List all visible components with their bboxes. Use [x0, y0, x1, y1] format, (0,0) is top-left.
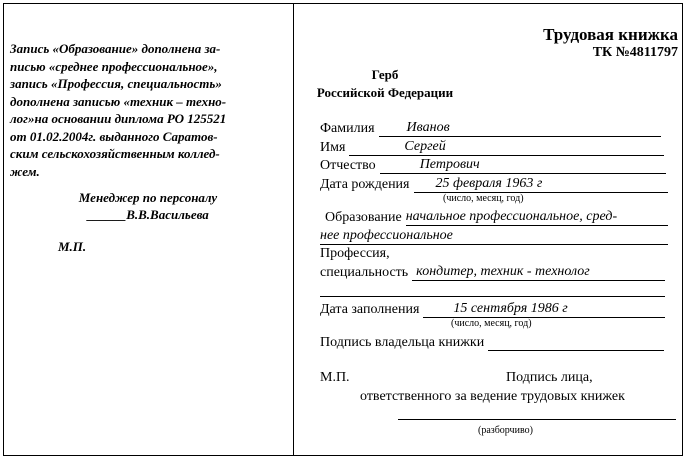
responsible-signature-line: [398, 419, 676, 420]
surname-value: Иванов: [379, 119, 661, 137]
profession-label: специальность: [320, 265, 409, 280]
emblem-line-2: Российской Федерации: [316, 85, 454, 100]
manager-block: [10, 189, 286, 223]
owner-signature-label: Подпись владельца книжки: [320, 335, 485, 350]
patronymic-value: Петрович: [380, 156, 666, 174]
fill-date-label: Дата заполнения: [320, 302, 420, 317]
document-title: Трудовая книжка: [543, 25, 678, 44]
education-field: [325, 208, 668, 226]
name-field: [320, 138, 664, 156]
profession-field: [320, 263, 665, 281]
note-line: запись «Профессия, специальность»: [10, 76, 222, 91]
surname-field: [320, 119, 661, 137]
note-line: лог»на основании диплома РО 125521: [10, 111, 227, 126]
stamp-place-left: М.П.: [58, 239, 87, 254]
manager-signature: ______В.В.Васильева: [87, 207, 209, 222]
note-line: от 01.02.2004г. выданного Саратов-: [10, 128, 218, 144]
birth-date-caption: (число, месяц, год): [443, 193, 524, 204]
birth-date-value: 25 февраля 1963 г: [414, 175, 669, 193]
owner-signature-field: [320, 333, 664, 351]
manager-title: Менеджер по персоналу: [78, 190, 218, 205]
name-value: Сергей: [349, 138, 664, 156]
surname-label: Фамилия: [320, 121, 375, 136]
fill-date-value: 15 сентября 1986 г: [423, 300, 665, 318]
education-value: начальное профессиональное, сред-: [406, 208, 668, 226]
emblem-line-1: Герб: [371, 67, 399, 82]
profession-value: кондитер, техник - технолог: [412, 263, 665, 281]
name-label: Имя: [320, 140, 346, 155]
profession-label-line-1: Профессия,: [320, 246, 390, 261]
page-divider: [293, 3, 294, 456]
education-field-continued: [320, 227, 668, 245]
note-line: ским сельскохозяйственным коллед-: [10, 146, 220, 161]
education-value-line-2: нее профессиональное: [320, 227, 668, 245]
legible-caption: (разборчиво): [478, 425, 533, 436]
patronymic-field: [320, 156, 666, 174]
stamp-place-right: М.П.: [320, 370, 350, 385]
education-label: Образование: [325, 210, 402, 225]
coat-of-arms-caption: [300, 66, 470, 102]
fill-date-field: [320, 300, 665, 318]
responsible-signature-label: Подпись лица,: [506, 370, 593, 385]
birth-date-label: Дата рождения: [320, 177, 410, 192]
note-line: дополнена записью «техник – техно-: [10, 93, 227, 109]
note-line: Запись «Образование» дополнена за-: [10, 41, 221, 56]
fill-date-caption: (число, месяц, год): [451, 318, 532, 329]
document-number: ТК №4811797: [592, 45, 678, 60]
responsible-signature-label-continued: ответственного за ведение трудовых книжек: [360, 389, 625, 404]
profession-extra-line: [320, 296, 665, 297]
note-line: писью «среднее профессиональное»,: [10, 58, 218, 74]
note-line: жем.: [10, 163, 40, 179]
education-amendment-note: [10, 40, 286, 180]
birth-date-field: [320, 175, 668, 193]
owner-signature-line: [488, 333, 664, 351]
patronymic-label: Отчество: [320, 158, 376, 173]
